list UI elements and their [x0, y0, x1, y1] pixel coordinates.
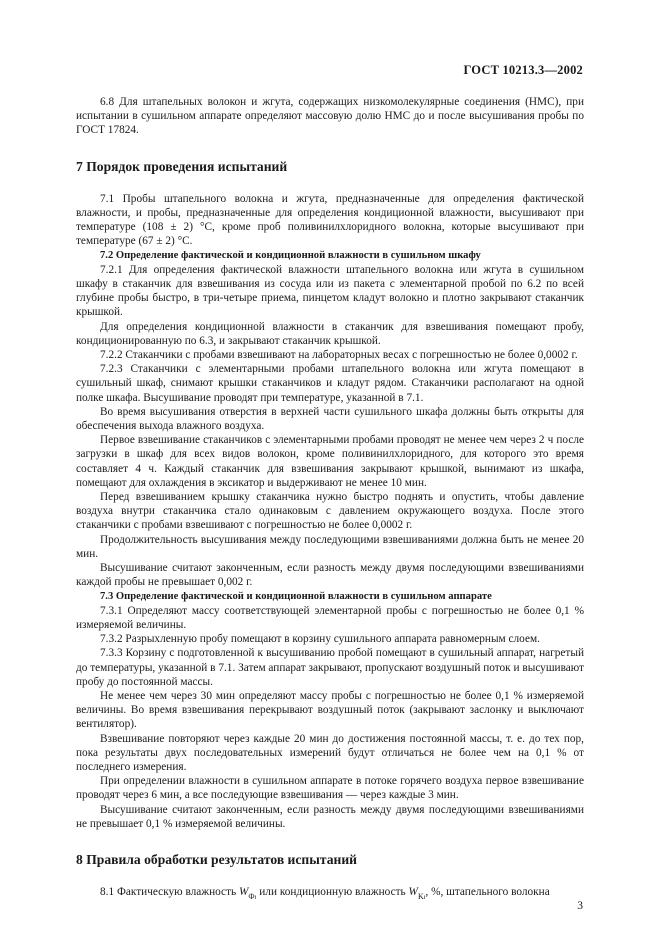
paragraph-7-3-3d: При определении влажности в сушильном аппарате в потоке горячего воздуха первое взвешивание проводят через 6 мин, а все последующие взвешивания — через каждые 3 мин.	[76, 775, 584, 802]
symbol-w-k-sub-letter: K	[417, 892, 424, 902]
paragraph-8-1-middle: или кондиционную влажность	[259, 886, 406, 899]
paragraph-7-3-2: 7.3.2 Разрыхленную пробу помещают в корзину сушильного аппарата равномерным слоем.	[100, 633, 540, 646]
symbol-w-phi	[239, 886, 257, 902]
symbol-w-phi-base: W	[239, 886, 249, 899]
paragraph-7-2-3a: 7.2.3 Стаканчики с элементарными пробами штапельного волокна или жгута помещают в сушильный шкаф, снимают крышки стаканчиков и кладут рядом. Стаканчики располагают на одной полке шкафа. Высушивание проводят при температуре, указанной в 7.1.	[76, 363, 584, 404]
symbol-w-phi-sub-letter: Ф	[248, 892, 255, 902]
paragraph-7-3-3c: Взвешивание повторяют через каждые 20 мин до достижения постоянной массы, т. е. до тех пор, пока результаты двух последовательных измерений будут отличаться не более чем на 0,1 % от последнего измерения.	[76, 732, 584, 773]
paragraph-7-3-1: 7.3.1 Определяют массу соответствующей элементарной пробы с погрешностью не более 0,1 % измеряемой величины.	[76, 604, 584, 631]
paragraph-7-2-3e: Продолжительность высушивания между последующими взвешиваниями должна быть не менее 20 мин.	[76, 533, 584, 560]
paragraph-8-1-start: 8.1 Фактическую влажность	[100, 886, 237, 899]
document-body	[76, 95, 584, 905]
paragraph-7-1: 7.1 Пробы штапельного волокна и жгута, предназначенные для определения фактической влажности, и пробы, предназначенные для определения кондиционной влажности, высушивают при температуре (108 ± 2) °С, кроме проб поливинилхлоридного волокна, которые высушивают при температуре (67 ± 2) °С.	[76, 192, 584, 248]
paragraph-7-2-3c: Первое взвешивание стаканчиков с элементарными пробами проводят не менее чем через 2 ч после загрузки в шкаф для всех видов волокон, кроме поливинилхлоридного, для которого это время составляет 4 ч. Каждый стаканчик для взвешивания закрывают крышкой, вынимают из шкафа, помещают для охлаждения в эксикатор и выдерживают не менее 10 мин.	[76, 434, 584, 489]
symbol-w-k	[408, 886, 426, 902]
section-8-heading: 8 Правила обработки результатов испытаний	[76, 851, 358, 867]
paragraph-7-2-2: 7.2.2 Стаканчики с пробами взвешивают на лабораторных весах с погрешностью не более 0,0002 г.	[100, 349, 578, 362]
section-7-heading: 7 Порядок проведения испытаний	[76, 158, 288, 174]
paragraph-7-2-1a: 7.2.1 Для определения фактической влажности штапельного волокна или жгута в сушильном шкафу в стаканчик для взвешивания из сосуда или из пакета с элементарной пробой по 6.2 по всей глубине пробы быстро, в три-четыре приема, пинцетом кладут волокно и плотно закрывают стаканчик крышкой.	[76, 263, 584, 319]
paragraph-8-1-end: , %, штапельного волокна	[425, 886, 550, 899]
paragraph-8-1	[76, 885, 584, 905]
paragraph-7-3-3e: Высушивание считают законченным, если разность между двумя последующими взвешиваниями не превышает 0,1 % измеряемой величины.	[76, 803, 584, 830]
document-header: ГОСТ 10213.3—2002	[463, 63, 583, 77]
symbol-w-phi-sub	[248, 892, 256, 901]
paragraph-7-3-3b: Не менее чем через 30 мин определяют массу пробы с погрешностью не более 0,1 % измеряемой величины. Во время взвешивания перекрывают воздушный поток (закрывают заслонку и выключают вентилятор).	[76, 689, 584, 731]
symbol-w-k-base: W	[408, 886, 418, 899]
paragraph-7-2-3d: Перед взвешиванием крышку стаканчика нужно быстро поднять и опустить, чтобы давление воздуха внутри стаканчика стало одинаковым с давлением окружающего воздуха. После этого стаканчики с пробами взвешивают с погрешностью не более 0,0002 г.	[76, 491, 584, 532]
subsection-7-2-heading: 7.2 Определение фактической и кондиционной влажности в сушильном шкафу	[100, 249, 481, 261]
page-number: 3	[577, 900, 583, 912]
subsection-7-3-heading: 7.3 Определение фактической и кондиционной влажности в сушильном аппарате	[100, 590, 492, 602]
paragraph-7-2-3b: Во время высушивания отверстия в верхней части сушильного шкафа должны быть открыты для обеспечения выхода влажного воздуха.	[76, 405, 584, 433]
symbol-w-k-sub-index: i	[423, 894, 426, 902]
paragraph-7-2-3f: Высушивание считают законченным, если разность между двумя последующими взвешиваниями каждой пробы не превышает 0,002 г.	[76, 562, 584, 589]
symbol-w-phi-sub-index: i	[254, 894, 257, 902]
paragraph-6-8: 6.8 Для штапельных волокон и жгута, содержащих низкомолекулярные соединения (НМС), при испытании в сушильном аппарате определяют массовую долю НМС до и после высушивания пробы по ГОСТ 17824.	[76, 96, 584, 137]
paragraph-7-3-3a: 7.3.3 Корзину с подготовленной к высушиванию пробой помещают в сушильный аппарат, нагретый до температуры, указанной в 7.1. Затем аппарат закрывают, пропускают воздушный поток и высушивают пробу до постоянной массы.	[76, 647, 584, 688]
paragraph-7-2-1b: Для определения кондиционной влажности в стаканчик для взвешивания помещают пробу, кондиционированную по 6.3, и закрывают стаканчик крышкой.	[76, 320, 584, 347]
